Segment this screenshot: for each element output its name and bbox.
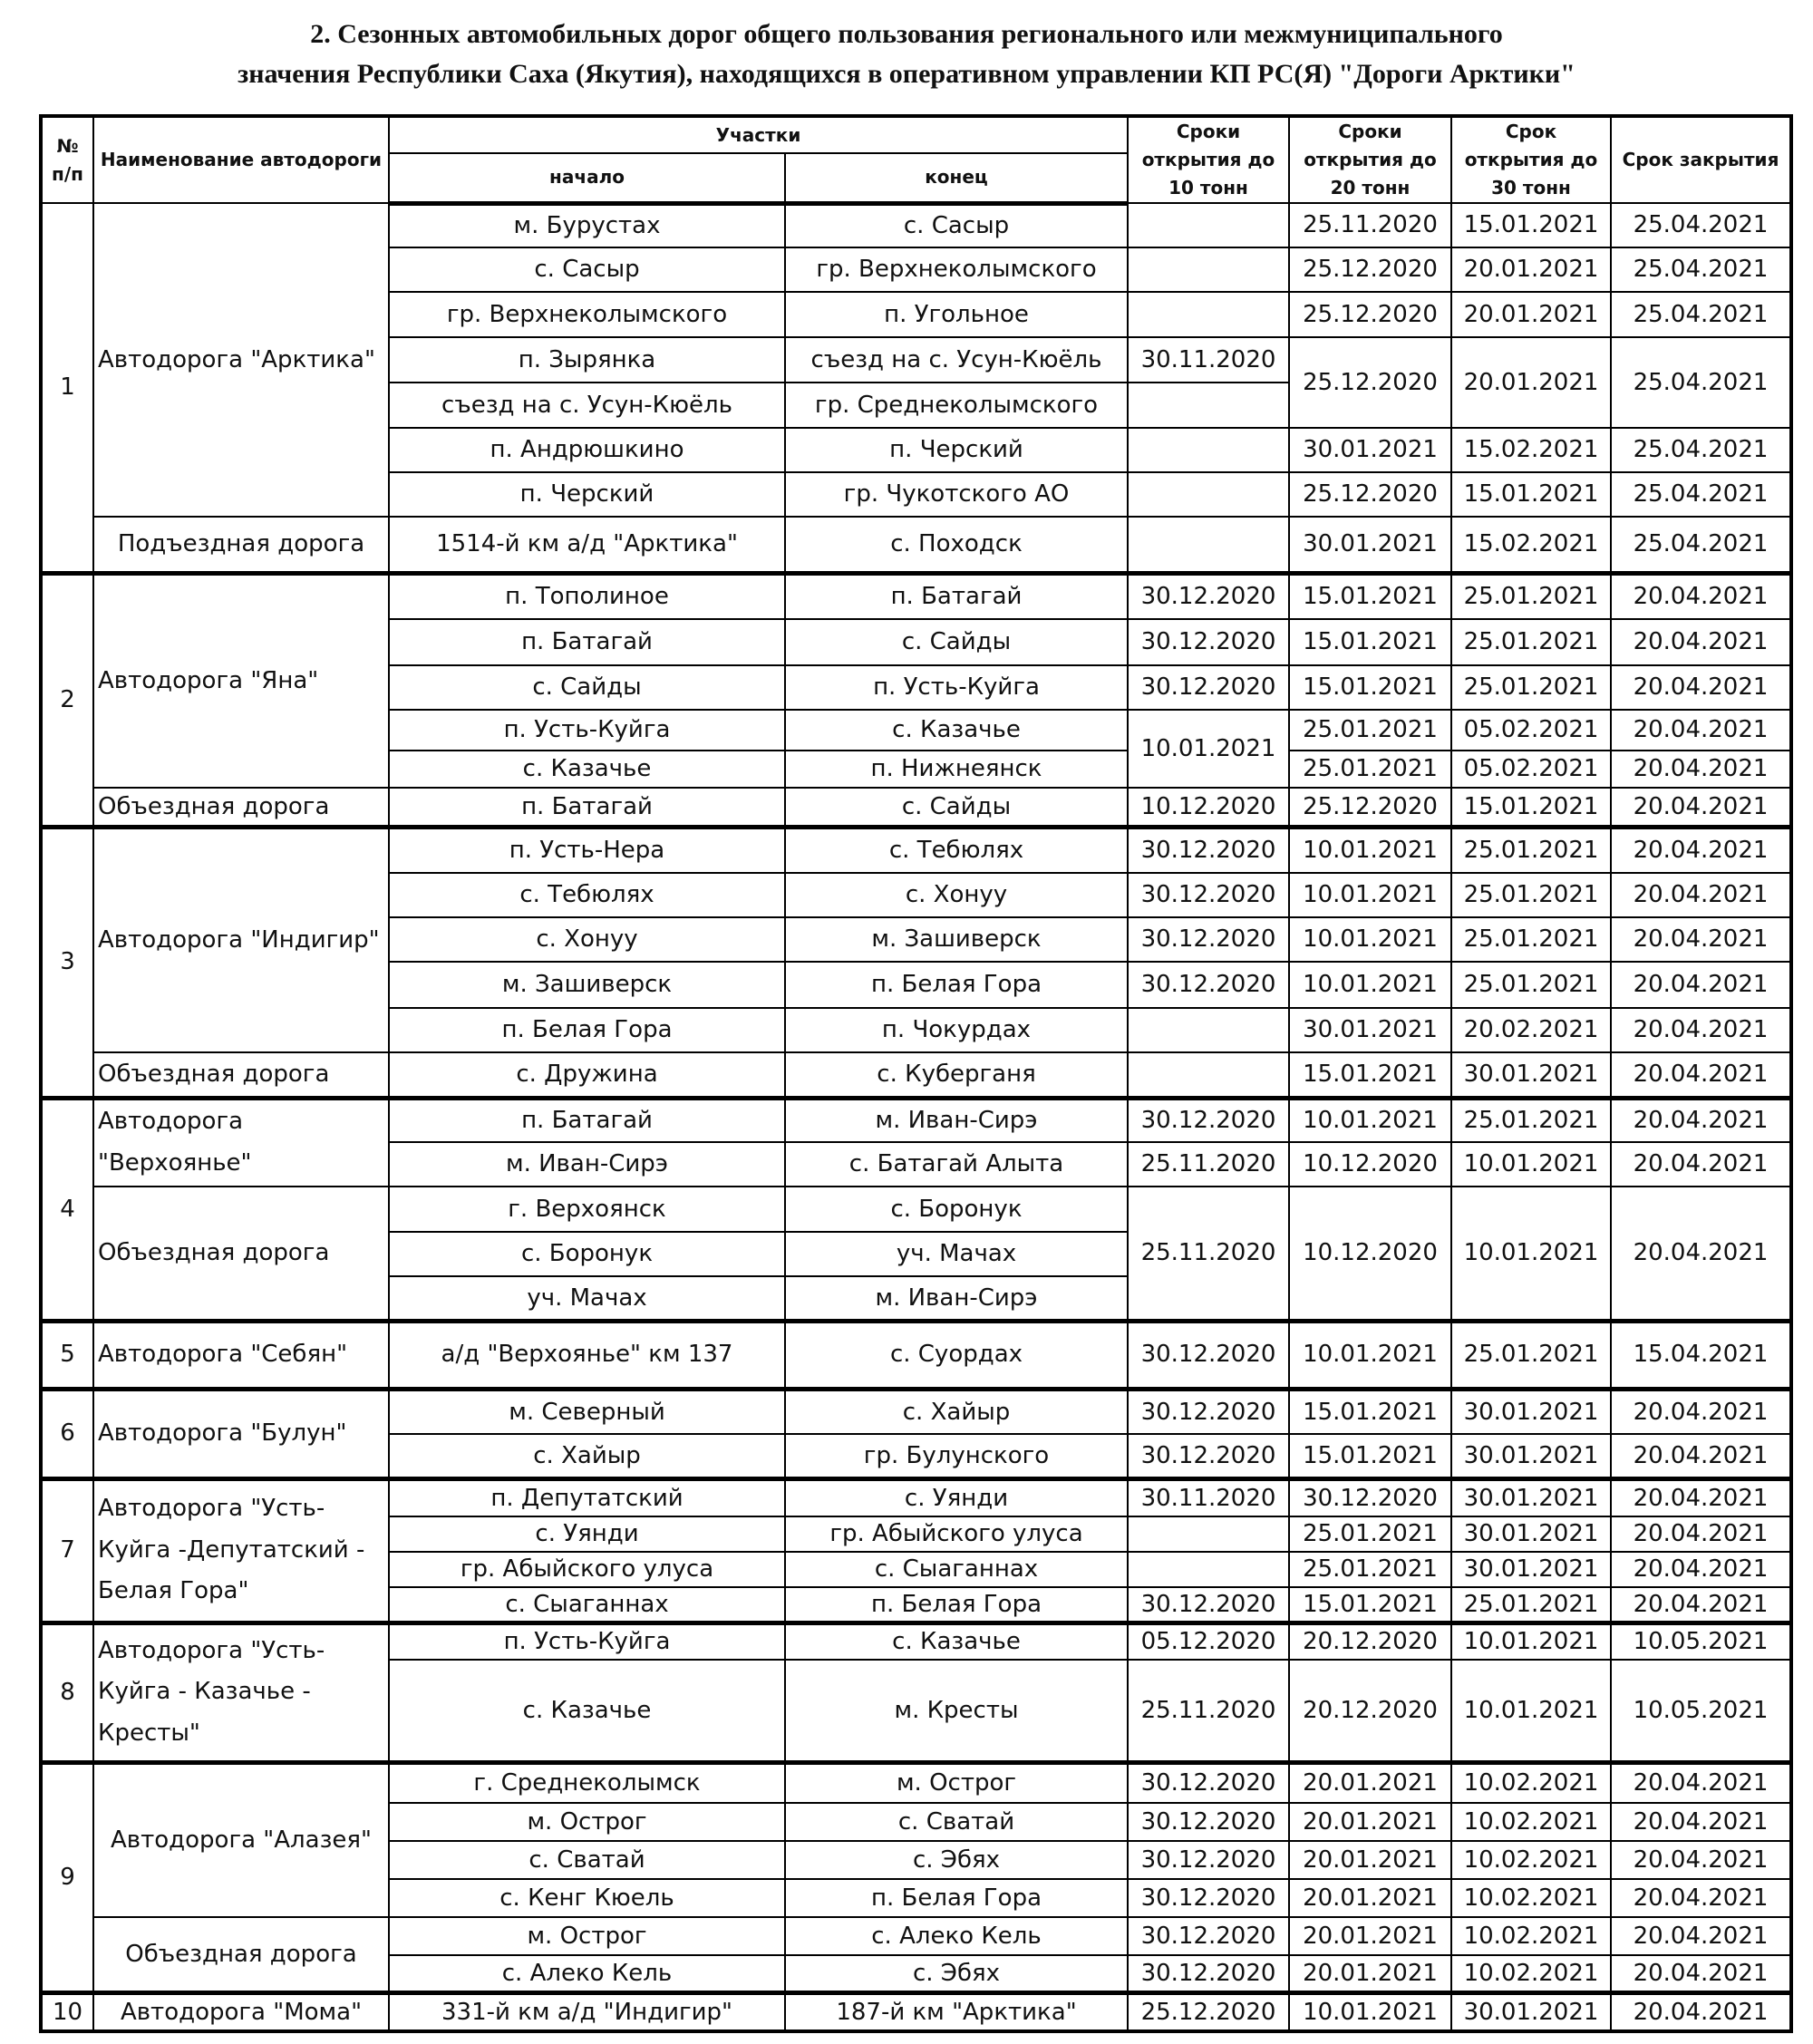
open-30t: 15.02.2021 [1451, 428, 1611, 472]
section-start: съезд на с. Усун-Кюёль [389, 383, 785, 428]
section-start: п. Усть-Куйга [389, 710, 785, 751]
open-10t: 30.11.2020 [1128, 1478, 1289, 1516]
section-end: с. Сайды [785, 788, 1128, 827]
road-name: Объездная дорога [93, 788, 389, 827]
section-end: м. Острог [785, 1762, 1128, 1803]
section-start: с. Кенг Кюель [389, 1879, 785, 1917]
section-end: п. Угольное [785, 292, 1128, 337]
open-20t: 20.01.2021 [1289, 1879, 1451, 1917]
close-date: 20.04.2021 [1611, 1841, 1791, 1879]
road-name: Автодорога "Усть-Куйга -Депутатский - Белая Гора" [93, 1478, 389, 1623]
section-start: м. Острог [389, 1803, 785, 1841]
table-row [41, 573, 1791, 619]
table-row [41, 1187, 1791, 1232]
close-date: 20.04.2021 [1611, 962, 1791, 1008]
open-30t: 30.01.2021 [1451, 1389, 1611, 1434]
table-row [41, 1623, 1791, 1660]
row-number: 10 [41, 1992, 93, 2031]
close-date: 20.04.2021 [1611, 1142, 1791, 1187]
open-20t: 10.01.2021 [1289, 1321, 1451, 1389]
close-date: 25.04.2021 [1611, 472, 1791, 517]
close-date: 20.04.2021 [1611, 1389, 1791, 1434]
section-start: с. Сыаганнах [389, 1587, 785, 1623]
open-30t: 25.01.2021 [1451, 1587, 1611, 1623]
table-row [41, 517, 1791, 573]
close-date: 20.04.2021 [1611, 1052, 1791, 1098]
open-20t: 10.12.2020 [1289, 1142, 1451, 1187]
table-row [41, 1052, 1791, 1098]
close-date: 25.04.2021 [1611, 428, 1791, 472]
open-10t: 30.12.2020 [1128, 827, 1289, 873]
open-30t: 10.01.2021 [1451, 1660, 1611, 1762]
open-10t [1128, 1516, 1289, 1552]
open-30t: 10.02.2021 [1451, 1803, 1611, 1841]
section-end: с. Тебюлях [785, 827, 1128, 873]
open-20t: 20.12.2020 [1289, 1623, 1451, 1660]
road-name: Объездная дорога [93, 1917, 389, 1992]
close-date: 20.04.2021 [1611, 1762, 1791, 1803]
section-start: с. Хонуу [389, 917, 785, 962]
open-10t [1128, 203, 1289, 247]
section-end: п. Белая Гора [785, 1879, 1128, 1917]
open-10t: 30.12.2020 [1128, 1321, 1289, 1389]
open-10t: 30.11.2020 [1128, 337, 1289, 383]
open-10t: 30.12.2020 [1128, 573, 1289, 619]
section-end: уч. Мачах [785, 1232, 1128, 1276]
open-20t: 15.01.2021 [1289, 1587, 1451, 1623]
open-20t: 25.01.2021 [1289, 751, 1451, 788]
header-end: конец [785, 153, 1128, 203]
section-start: г. Верхоянск [389, 1187, 785, 1232]
open-20t: 10.01.2021 [1289, 1992, 1451, 2031]
section-end: гр. Абыйского улуса [785, 1516, 1128, 1552]
close-date: 25.04.2021 [1611, 203, 1791, 247]
section-end: с. Хонуу [785, 873, 1128, 917]
close-date: 20.04.2021 [1611, 1478, 1791, 1516]
open-30t: 30.01.2021 [1451, 1552, 1611, 1587]
close-date: 25.04.2021 [1611, 292, 1791, 337]
header-open-20t: Сроки открытия до 20 тонн [1289, 116, 1451, 203]
section-end: 187-й км "Арктика" [785, 1992, 1128, 2031]
section-end: п. Белая Гора [785, 1587, 1128, 1623]
document-title [0, 15, 1813, 94]
open-10t: 25.12.2020 [1128, 1992, 1289, 2031]
open-10t [1128, 383, 1289, 428]
open-30t: 25.01.2021 [1451, 1098, 1611, 1142]
section-start: с. Хайыр [389, 1434, 785, 1478]
road-name: Автодорога "Яна" [93, 573, 389, 788]
section-start: п. Батагай [389, 1098, 785, 1142]
road-name: Автодорога "Верхоянье" [93, 1098, 389, 1187]
close-date: 10.05.2021 [1611, 1623, 1791, 1660]
open-30t: 05.02.2021 [1451, 751, 1611, 788]
table-row [41, 788, 1791, 827]
open-20t: 10.01.2021 [1289, 917, 1451, 962]
open-30t: 15.02.2021 [1451, 517, 1611, 573]
section-end: с. Хайыр [785, 1389, 1128, 1434]
open-30t: 25.01.2021 [1451, 827, 1611, 873]
seasonal-roads-table [39, 114, 1793, 2033]
open-20t: 25.01.2021 [1289, 1516, 1451, 1552]
section-end: с. Походск [785, 517, 1128, 573]
close-date: 20.04.2021 [1611, 1552, 1791, 1587]
open-20t: 30.12.2020 [1289, 1478, 1451, 1516]
section-start: гр. Абыйского улуса [389, 1552, 785, 1587]
close-date: 20.04.2021 [1611, 1992, 1791, 2031]
section-end: гр. Верхнеколымского [785, 247, 1128, 292]
table-row [41, 1478, 1791, 1516]
section-start: а/д "Верхоянье" км 137 [389, 1321, 785, 1389]
open-30t: 30.01.2021 [1451, 1052, 1611, 1098]
open-20t: 10.01.2021 [1289, 1098, 1451, 1142]
open-10t: 30.12.2020 [1128, 1587, 1289, 1623]
section-end: гр. Булунского [785, 1434, 1128, 1478]
open-10t: 30.12.2020 [1128, 1841, 1289, 1879]
close-date: 20.04.2021 [1611, 1434, 1791, 1478]
section-start: с. Казачье [389, 1660, 785, 1762]
open-20t: 20.01.2021 [1289, 1762, 1451, 1803]
open-20t: 15.01.2021 [1289, 1389, 1451, 1434]
section-start: гр. Верхнеколымского [389, 292, 785, 337]
open-10t: 30.12.2020 [1128, 1389, 1289, 1434]
open-10t: 30.12.2020 [1128, 619, 1289, 665]
road-name: Автодорога "Арктика" [93, 203, 389, 517]
table-row [41, 203, 1791, 247]
open-10t: 30.12.2020 [1128, 1803, 1289, 1841]
section-end: п. Черский [785, 428, 1128, 472]
open-30t: 20.01.2021 [1451, 247, 1611, 292]
open-30t: 20.01.2021 [1451, 292, 1611, 337]
open-20t: 15.01.2021 [1289, 1052, 1451, 1098]
open-20t: 30.01.2021 [1289, 1008, 1451, 1052]
open-20t: 10.01.2021 [1289, 827, 1451, 873]
open-20t: 25.12.2020 [1289, 788, 1451, 827]
close-date: 25.04.2021 [1611, 247, 1791, 292]
open-10t: 30.12.2020 [1128, 1879, 1289, 1917]
open-30t: 15.01.2021 [1451, 788, 1611, 827]
close-date: 20.04.2021 [1611, 873, 1791, 917]
section-end: гр. Чукотского АО [785, 472, 1128, 517]
header-start: начало [389, 153, 785, 203]
title-line-2: значения Республики Саха (Якутия), находящихся в оперативном управлении КП РС(Я) "Дороги Арктики" [238, 59, 1575, 89]
open-30t: 25.01.2021 [1451, 619, 1611, 665]
section-start: с. Дружина [389, 1052, 785, 1098]
header-open-30t: Срок открытия до 30 тонн [1451, 116, 1611, 203]
close-date: 20.04.2021 [1611, 1008, 1791, 1052]
open-20t: 20.01.2021 [1289, 1841, 1451, 1879]
open-10t: 30.12.2020 [1128, 1434, 1289, 1478]
open-30t: 25.01.2021 [1451, 573, 1611, 619]
close-date: 20.04.2021 [1611, 751, 1791, 788]
open-20t: 20.01.2021 [1289, 1955, 1451, 1992]
road-name: Объездная дорога [93, 1052, 389, 1098]
section-start: с. Сватай [389, 1841, 785, 1879]
header-num: № п/п [41, 116, 93, 203]
open-10t: 05.12.2020 [1128, 1623, 1289, 1660]
section-start: м. Острог [389, 1917, 785, 1955]
road-name: Автодорога "Мома" [93, 1992, 389, 2031]
open-10t [1128, 517, 1289, 573]
open-20t: 15.01.2021 [1289, 1434, 1451, 1478]
open-20t: 20.01.2021 [1289, 1917, 1451, 1955]
close-date: 20.04.2021 [1611, 1879, 1791, 1917]
section-end: м. Кресты [785, 1660, 1128, 1762]
section-end: п. Белая Гора [785, 962, 1128, 1008]
section-start: уч. Мачах [389, 1276, 785, 1321]
open-10t: 30.12.2020 [1128, 1098, 1289, 1142]
section-start: с. Тебюлях [389, 873, 785, 917]
table-row [41, 1917, 1791, 1955]
section-end: м. Зашиверск [785, 917, 1128, 962]
road-name: Автодорога "Себян" [93, 1321, 389, 1389]
open-30t: 10.02.2021 [1451, 1841, 1611, 1879]
section-end: с. Сыаганнах [785, 1552, 1128, 1587]
open-20t: 25.01.2021 [1289, 1552, 1451, 1587]
close-date: 10.05.2021 [1611, 1660, 1791, 1762]
row-number: 6 [41, 1389, 93, 1478]
open-30t: 10.02.2021 [1451, 1917, 1611, 1955]
open-30t: 15.01.2021 [1451, 203, 1611, 247]
open-20t: 25.01.2021 [1289, 710, 1451, 751]
close-date: 20.04.2021 [1611, 1917, 1791, 1955]
close-date: 20.04.2021 [1611, 917, 1791, 962]
table-row [41, 1321, 1791, 1389]
open-30t: 10.02.2021 [1451, 1762, 1611, 1803]
row-number: 3 [41, 827, 93, 1098]
open-30t: 30.01.2021 [1451, 1434, 1611, 1478]
open-20t: 10.01.2021 [1289, 873, 1451, 917]
section-end: м. Иван-Сирэ [785, 1098, 1128, 1142]
close-date: 20.04.2021 [1611, 1187, 1791, 1321]
table-row [41, 1389, 1791, 1434]
section-end: с. Эбях [785, 1841, 1128, 1879]
open-10t [1128, 472, 1289, 517]
row-number: 5 [41, 1321, 93, 1389]
open-30t: 25.01.2021 [1451, 873, 1611, 917]
section-start: п. Батагай [389, 619, 785, 665]
section-start: с. Сайды [389, 665, 785, 710]
close-date: 20.04.2021 [1611, 827, 1791, 873]
section-end: с. Сайды [785, 619, 1128, 665]
road-name: Подъездная дорога [93, 517, 389, 573]
section-start: п. Тополиное [389, 573, 785, 619]
section-end: с. Сватай [785, 1803, 1128, 1841]
section-end: п. Усть-Куйга [785, 665, 1128, 710]
close-date: 20.04.2021 [1611, 1587, 1791, 1623]
section-start: м. Северный [389, 1389, 785, 1434]
section-start: м. Зашиверск [389, 962, 785, 1008]
header-road-name: Наименование автодороги [93, 116, 389, 203]
open-30t: 05.02.2021 [1451, 710, 1611, 751]
header-close: Срок закрытия [1611, 116, 1791, 203]
section-start: п. Батагай [389, 788, 785, 827]
section-start: п. Усть-Нера [389, 827, 785, 873]
section-start: 1514-й км а/д "Арктика" [389, 517, 785, 573]
section-end: м. Иван-Сирэ [785, 1276, 1128, 1321]
section-end: с. Казачье [785, 1623, 1128, 1660]
close-date: 15.04.2021 [1611, 1321, 1791, 1389]
open-20t: 25.12.2020 [1289, 472, 1451, 517]
open-20t: 25.11.2020 [1289, 203, 1451, 247]
close-date: 20.04.2021 [1611, 619, 1791, 665]
title-line-1: 2. Сезонных автомобильных дорог общего пользования регионального или межмуниципального [310, 19, 1503, 49]
section-start: г. Среднеколымск [389, 1762, 785, 1803]
open-20t: 10.01.2021 [1289, 962, 1451, 1008]
section-end: с. Эбях [785, 1955, 1128, 1992]
close-date: 20.04.2021 [1611, 710, 1791, 751]
section-start: п. Андрюшкино [389, 428, 785, 472]
section-end: с. Сасыр [785, 203, 1128, 247]
section-start: п. Черский [389, 472, 785, 517]
open-10t: 30.12.2020 [1128, 1917, 1289, 1955]
section-start: м. Иван-Сирэ [389, 1142, 785, 1187]
table-row [41, 1098, 1791, 1142]
open-10t [1128, 1052, 1289, 1098]
table-row [41, 1762, 1791, 1803]
open-20t: 30.01.2021 [1289, 517, 1451, 573]
open-30t: 15.01.2021 [1451, 472, 1611, 517]
open-10t: 30.12.2020 [1128, 1762, 1289, 1803]
road-name: Автодорога "Индигир" [93, 827, 389, 1052]
open-10t: 30.12.2020 [1128, 962, 1289, 1008]
open-20t: 10.12.2020 [1289, 1187, 1451, 1321]
open-30t: 30.01.2021 [1451, 1478, 1611, 1516]
section-start: 331-й км а/д "Индигир" [389, 1992, 785, 2031]
section-start: п. Депутатский [389, 1478, 785, 1516]
open-30t: 25.01.2021 [1451, 665, 1611, 710]
open-20t: 25.12.2020 [1289, 337, 1451, 428]
open-10t: 30.12.2020 [1128, 873, 1289, 917]
section-end: с. Куберганя [785, 1052, 1128, 1098]
close-date: 25.04.2021 [1611, 337, 1791, 428]
open-30t: 30.01.2021 [1451, 1516, 1611, 1552]
open-10t: 30.12.2020 [1128, 665, 1289, 710]
row-number: 2 [41, 573, 93, 827]
open-30t: 10.02.2021 [1451, 1879, 1611, 1917]
open-30t: 25.01.2021 [1451, 1321, 1611, 1389]
open-10t [1128, 1552, 1289, 1587]
road-name: Автодорога "Булун" [93, 1389, 389, 1478]
section-end: с. Алеко Кель [785, 1917, 1128, 1955]
open-20t: 25.12.2020 [1289, 247, 1451, 292]
open-20t: 15.01.2021 [1289, 619, 1451, 665]
table-row [41, 1992, 1791, 2031]
open-10t: 25.11.2020 [1128, 1187, 1289, 1321]
open-10t: 10.01.2021 [1128, 710, 1289, 788]
open-30t: 10.01.2021 [1451, 1623, 1611, 1660]
open-30t: 20.02.2021 [1451, 1008, 1611, 1052]
close-date: 20.04.2021 [1611, 1803, 1791, 1841]
section-start: п. Белая Гора [389, 1008, 785, 1052]
section-end: съезд на с. Усун-Кюёль [785, 337, 1128, 383]
section-end: с. Суордах [785, 1321, 1128, 1389]
section-end: с. Боронук [785, 1187, 1128, 1232]
open-20t: 15.01.2021 [1289, 665, 1451, 710]
open-10t: 30.12.2020 [1128, 1955, 1289, 1992]
open-20t: 20.12.2020 [1289, 1660, 1451, 1762]
open-10t: 30.12.2020 [1128, 917, 1289, 962]
road-name: Автодорога "Алазея" [93, 1762, 389, 1917]
road-name: Автодорога "Усть-Куйга - Казачье - Кресты" [93, 1623, 389, 1762]
section-start: п. Зырянка [389, 337, 785, 383]
section-start: с. Казачье [389, 751, 785, 788]
row-number: 1 [41, 203, 93, 573]
close-date: 20.04.2021 [1611, 573, 1791, 619]
open-10t [1128, 292, 1289, 337]
open-30t: 25.01.2021 [1451, 962, 1611, 1008]
open-10t: 25.11.2020 [1128, 1660, 1289, 1762]
row-number: 7 [41, 1478, 93, 1623]
open-10t: 25.11.2020 [1128, 1142, 1289, 1187]
row-number: 9 [41, 1762, 93, 1992]
open-30t: 10.01.2021 [1451, 1142, 1611, 1187]
open-10t [1128, 1008, 1289, 1052]
row-number: 8 [41, 1623, 93, 1762]
open-10t [1128, 428, 1289, 472]
open-30t: 10.02.2021 [1451, 1955, 1611, 1992]
close-date: 20.04.2021 [1611, 1098, 1791, 1142]
open-20t: 30.01.2021 [1289, 428, 1451, 472]
table-row [41, 827, 1791, 873]
close-date: 25.04.2021 [1611, 517, 1791, 573]
section-end: п. Чокурдах [785, 1008, 1128, 1052]
section-start: м. Бурустах [389, 203, 785, 247]
section-end: гр. Среднеколымского [785, 383, 1128, 428]
close-date: 20.04.2021 [1611, 1516, 1791, 1552]
section-start: с. Уянди [389, 1516, 785, 1552]
close-date: 20.04.2021 [1611, 1955, 1791, 1992]
open-10t [1128, 247, 1289, 292]
section-start: с. Боронук [389, 1232, 785, 1276]
header-open-10t: Сроки открытия до 10 тонн [1128, 116, 1289, 203]
section-end: с. Уянди [785, 1478, 1128, 1516]
close-date: 20.04.2021 [1611, 788, 1791, 827]
section-end: п. Батагай [785, 573, 1128, 619]
open-20t: 15.01.2021 [1289, 573, 1451, 619]
section-start: с. Сасыр [389, 247, 785, 292]
section-end: п. Нижнеянск [785, 751, 1128, 788]
open-30t: 30.01.2021 [1451, 1992, 1611, 2031]
open-30t: 25.01.2021 [1451, 917, 1611, 962]
road-name: Объездная дорога [93, 1187, 389, 1321]
open-20t: 25.12.2020 [1289, 292, 1451, 337]
row-number: 4 [41, 1098, 93, 1321]
close-date: 20.04.2021 [1611, 665, 1791, 710]
open-10t: 10.12.2020 [1128, 788, 1289, 827]
open-20t: 20.01.2021 [1289, 1803, 1451, 1841]
header-sections: Участки [389, 116, 1128, 153]
section-start: п. Усть-Куйга [389, 1623, 785, 1660]
section-end: с. Казачье [785, 710, 1128, 751]
section-start: с. Алеко Кель [389, 1955, 785, 1992]
open-30t: 10.01.2021 [1451, 1187, 1611, 1321]
open-30t: 20.01.2021 [1451, 337, 1611, 428]
section-end: с. Батагай Алыта [785, 1142, 1128, 1187]
